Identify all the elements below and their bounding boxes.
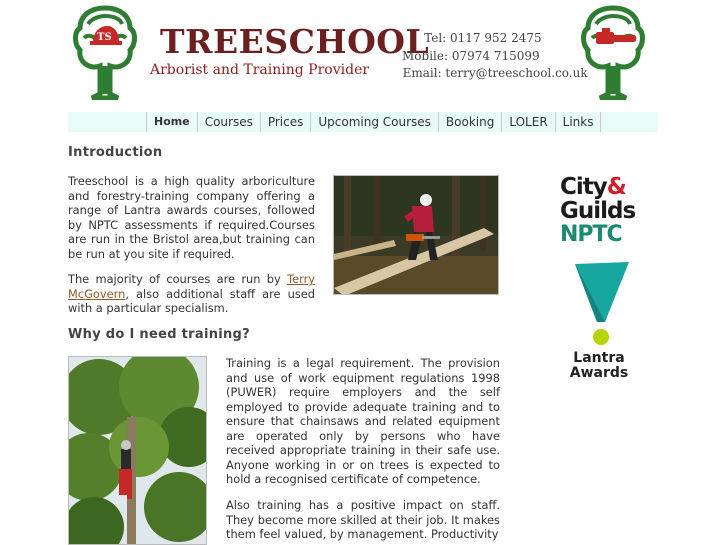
nav-item-upcoming-courses[interactable]: Upcoming Courses <box>310 112 438 132</box>
contact-telephone: Tel: 0117 952 2475 <box>424 31 542 45</box>
tree-with-hard-hat-logo-icon[interactable] <box>72 4 138 100</box>
brand-subtitle: Arborist and Training Provider <box>150 62 370 78</box>
main-nav <box>68 112 658 132</box>
nav-item-courses[interactable]: Courses <box>197 112 260 132</box>
terry-mcgovern-link[interactable]: Terry McGovern <box>68 272 315 301</box>
tree-climber-photo-image <box>69 357 207 545</box>
chainsaw-felling-photo-image <box>334 176 499 295</box>
tree-with-chainsaw-logo-icon <box>580 4 646 100</box>
nav-list <box>146 112 601 132</box>
intro-p2-text-after: , also additional staff are used with a particular specialism. <box>68 286 315 315</box>
chainsaw-felling-photo <box>333 175 499 295</box>
svg-text:TS: TS <box>97 32 112 43</box>
lantra-text-line-1: Lantra <box>573 350 625 366</box>
brand-title: TREESCHOOL <box>160 22 430 61</box>
contact-email[interactable]: Email: terry@treeschool.co.uk <box>402 66 588 80</box>
intro-paragraph-2 <box>68 272 315 316</box>
nav-item-links[interactable]: Links <box>555 112 602 132</box>
lantra-awards-text <box>565 351 633 381</box>
nav-item-loler[interactable]: LOLER <box>501 112 554 132</box>
nav-item-prices[interactable]: Prices <box>260 112 311 132</box>
site-header <box>68 0 658 108</box>
nav-item-booking[interactable]: Booking <box>438 112 501 132</box>
contact-block <box>402 30 588 83</box>
why-training-paragraph-2: Also training has a positive impact on staff. They become more skilled at their job. It makes them feel valued, by management. Productivity <box>226 498 500 541</box>
city-guilds-line-2: Guilds <box>560 198 636 224</box>
city-guilds-ampersand: & <box>606 174 626 200</box>
city-guilds-city-text: City <box>560 174 607 200</box>
why-training-heading: Why do I need training? <box>68 327 251 342</box>
lantra-awards-logo <box>565 262 635 386</box>
tree-climber-photo <box>68 356 207 545</box>
intro-paragraph-1: Treeschool is a high quality arboriculture and forestry-training company offering a range of Lantra awards courses, followed by NPTC assessments if required.Courses are run in the Bristol area,but training can be run at you site if required. <box>68 174 315 261</box>
nav-item-home[interactable]: Home <box>146 112 197 132</box>
nptc-logo-text: NPTC <box>560 222 622 247</box>
introduction-heading: Introduction <box>68 145 163 160</box>
lantra-text-line-2: Awards <box>569 365 629 381</box>
city-guilds-nptc-logo <box>560 175 640 257</box>
intro-p2-text-before: The majority of courses are run by <box>68 272 288 286</box>
contact-mobile: Mobile: 07974 715099 <box>402 48 540 63</box>
city-guilds-line-1 <box>560 175 640 199</box>
why-training-paragraph-1: Training is a legal requirement. The provision and use of work equipment regulations 1998 (PUWER) require employers and the self employed to provide adequate training and to ensure that chainsaws and related equipment are operated only by persons who have received appropriate training in their safe use. Anyone working in or on trees is expected to hold a recognised certificate of competence. <box>226 356 500 486</box>
lantra-exclamation-icon <box>565 262 635 352</box>
